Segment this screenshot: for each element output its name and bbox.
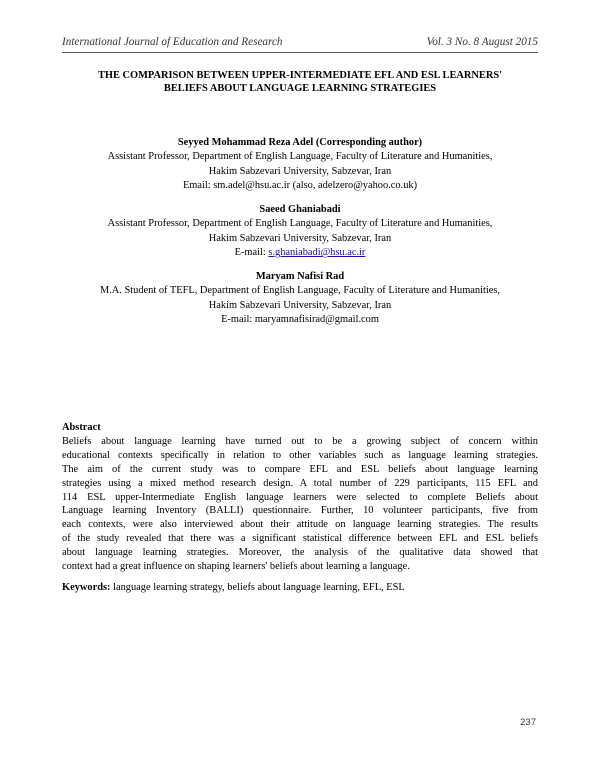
- abstract-line: Beliefs about language learning have turned out to be a growing subject of concern within: [62, 435, 538, 447]
- running-header: [62, 36, 538, 48]
- abstract-line: of the study revealed that there was a significant statistical difference between EFL and ESL beliefs: [62, 533, 538, 545]
- author-email: E-mail: maryamnafisirad@gmail.com: [221, 314, 379, 326]
- title-line: THE COMPARISON BETWEEN UPPER-INTERMEDIATE EFL AND ESL LEARNERS': [97, 70, 503, 81]
- author-name: Maryam Nafisi Rad: [255, 271, 345, 282]
- author-name: Seyyed Mohammad Reza Adel (Corresponding author): [177, 137, 423, 148]
- author-block-2: [30, 203, 570, 261]
- journal-name: International Journal of Education and Research: [62, 36, 283, 48]
- author-affiliation: Hakim Sabzevari University, Sabzevar, Iran: [208, 165, 392, 177]
- email-link[interactable]: s.ghaniabadi@hsu.ac.ir: [268, 247, 366, 259]
- author-email: Email: sm.adel@hsu.ac.ir (also, adelzero@yahoo.co.uk): [182, 180, 418, 192]
- keywords-label: Keywords:: [62, 582, 111, 593]
- keywords-text: language learning strategy, beliefs about language learning, EFL, ESL: [113, 582, 405, 593]
- abstract-line: about language learning strategies. Moreover, the analysis of the qualitative data showed that: [62, 547, 538, 559]
- abstract-line: strategies using a mixed method research design. A total number of 229 participants, 115 EFL and: [62, 477, 538, 489]
- author-affiliation: Assistant Professor, Department of English Language, Faculty of Literature and Humanities,: [107, 218, 493, 230]
- author-affiliation: Hakim Sabzevari University, Sabzevar, Iran: [208, 232, 392, 244]
- abstract-line: The aim of the current study was to compare EFL and ESL beliefs about language learning: [62, 463, 538, 475]
- keywords-section: [62, 582, 538, 593]
- author-affiliation: Assistant Professor, Department of English Language, Faculty of Literature and Humanities,: [107, 151, 493, 163]
- abstract-section: [62, 421, 538, 574]
- author-block-3: [30, 270, 570, 328]
- page-number: 237: [520, 717, 536, 728]
- author-affiliation: M.A. Student of TEFL, Department of English Language, Faculty of Literature and Humanities,: [99, 285, 501, 297]
- author-email: [30, 246, 570, 260]
- issue-info: Vol. 3 No. 8 August 2015: [426, 36, 538, 48]
- title-line: BELIEFS ABOUT LANGUAGE LEARNING STRATEGIES: [163, 83, 437, 95]
- abstract-heading: Abstract: [62, 422, 101, 433]
- email-prefix: E-mail:: [234, 247, 269, 259]
- abstract-line: each contexts, were also interviewed about their attitude on language learning strategies. The results: [62, 519, 538, 531]
- header-rule: [62, 52, 538, 53]
- abstract-line: Language learning Inventory (BALLI) questionnaire. Further, 10 volunteer participants, five from: [62, 505, 538, 517]
- paper-title: [40, 69, 560, 96]
- author-affiliation: Hakim Sabzevari University, Sabzevar, Iran: [208, 299, 392, 311]
- abstract-line: educational contexts specifically in relation to other variables such as language learning strategies.: [62, 449, 538, 461]
- abstract-line: context had a great influence on shaping learners' beliefs about learning a language.: [62, 561, 410, 573]
- abstract-line: 114 ESL upper-Intermediate English language learners were selected to complete Beliefs about: [62, 491, 538, 503]
- author-name: Saeed Ghaniabadi: [259, 204, 341, 215]
- author-block-1: [30, 136, 570, 194]
